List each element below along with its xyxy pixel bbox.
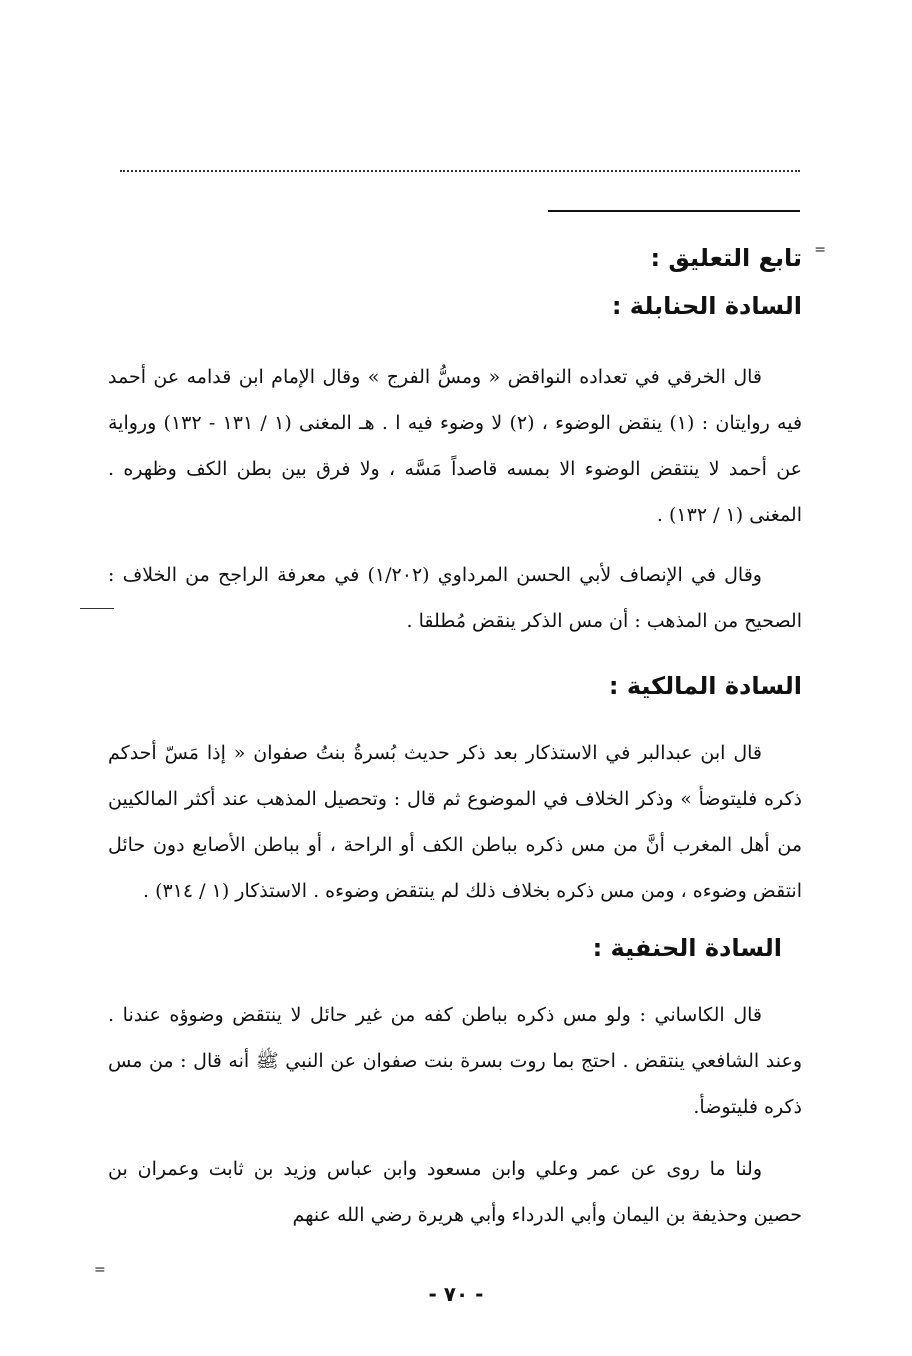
paragraph-hanafiyya-2: ولنا ما روى عن عمر وعلي وابن مسعود وابن عباس وزيد بن ثابت وعمران بن حصين وحذيفة بن اليمان وأبي الدرداء وأبي هريرة رضي الله عنهم	[108, 1158, 802, 1226]
heading-malikiyya: السادة المالكية :	[608, 672, 802, 700]
paragraph-hanabila-1: قال الخرقي في تعداده النواقض « ومسُّ الفرج » وقال الإمام ابن قدامه عن أحمد فيه روايتان : (١) ينقض الوضوء ، (٢) لا وضوء فيه ا . هـ المغنى (١ / ١٣١ - ١٣٢) ورواية عن أحمد لا ينتقض الوضوء الا بمسه قاصداً مَسَّه ، ولا فرق بين بطن الكف وظهره . المغنى (١ / ١٣٢) .	[108, 366, 803, 526]
paragraph-malikiyya-1: قال ابن عبدالبر في الاستذكار بعد ذكر حديث بُسرةُ بنتُ صفوان « إذا مَسّ أحدكم ذكره فليتوضأ » وذكر الخلاف في الموضوع ثم قال : وتحصيل المذهب عند أكثر المالكيين من أهل المغرب أنَّ من مس ذكره بباطن الكف أو الراحة ، أو بباطن الأصابع دون حائل انتقض وضوءه ، ومن مس ذكره بخلاف ذلك لم ينتقض وضوءه . الاستذكار (١ / ٣١٤) .	[108, 742, 802, 902]
heading-hanafiyya: السادة الحنفية :	[592, 934, 782, 962]
footnote-separator-line	[548, 210, 800, 212]
continuation-mark-top: =	[814, 242, 826, 258]
heading-continuation: تابع التعليق :	[650, 244, 802, 272]
dotted-separator	[120, 170, 800, 172]
paragraph-hanabila-2: وقال في الإنصاف لأبي الحسن المرداوي (١/٢٠٢) في معرفة الراجح من الخلاف : الصحيح من المذهب : أن مس الذكر ينقض مُطلقا .	[108, 564, 802, 632]
paragraph-hanafiyya-1: قال الكاساني : ولو مس ذكره بباطن كفه من غير حائل لا ينتقض وضوؤه عندنا . وعند الشافعي ينتقض . احتج بما روت بسرة بنت صفوان عن النبي ﷺ أنه قال : من مس ذكره فليتوضأ.	[108, 1004, 802, 1118]
continuation-mark-bottom: =	[94, 1262, 106, 1278]
heading-hanabila: السادة الحنابلة :	[611, 292, 802, 320]
page-content	[108, 230, 802, 1238]
page-number: - ٧٠ -	[428, 1282, 484, 1306]
